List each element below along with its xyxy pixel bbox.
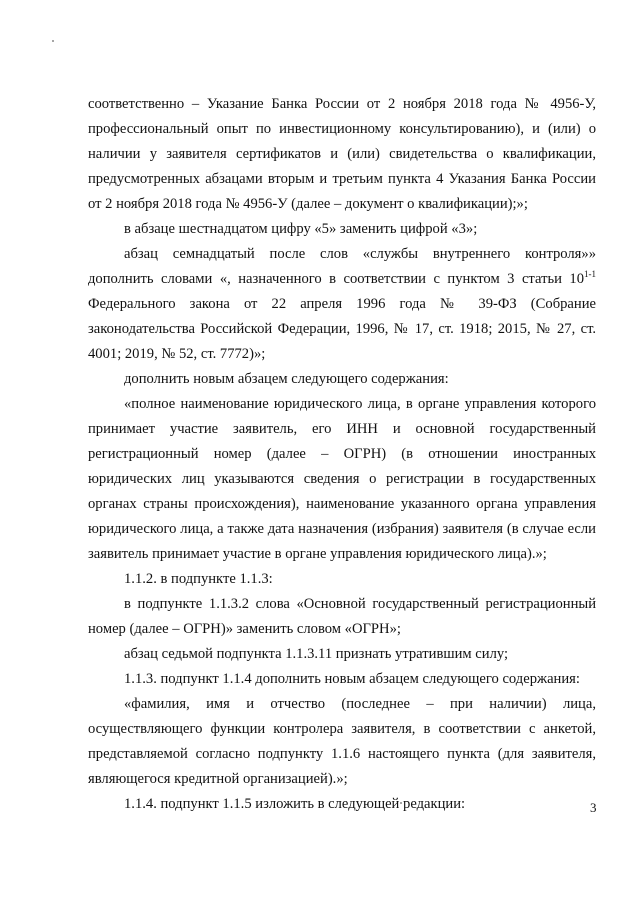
paragraph-ogrn: в подпункте 1.1.3.2 слова «Основной государственный регистрационный номер (далее – ОГРН)» заменить словом «ОГРН»; xyxy=(88,596,596,637)
paragraph-internal-control xyxy=(88,242,596,367)
paragraph-subclause-115: 1.1.4. подпункт 1.1.5 изложить в следующей редакции: xyxy=(124,796,466,812)
paragraph-internal-control-before: абзац семнадцатый после слов «службы внутреннего контроля»» дополнить словами «, назначенного в соответствии с пунктом 3 статьи 10 xyxy=(88,246,596,287)
paragraph-qualification: соответственно – Указание Банка России от 2 ноября 2018 года № 4956-У, профессиональный опыт по инвестиционному консультированию), и (или) о наличии у заявителя сертификатов и (или) свидетельства о квалификации, предусмотренных абзацами вторым и третьим пункта 4 Указания Банка России от 2 ноября 2018 года № 4956-У (далее – документ о квалификации);»; xyxy=(88,96,596,212)
paragraph-internal-control-after: Федерального закона от 22 апреля 1996 года № 39-ФЗ (Собрание законодательства Российской Федерации, 1996, № 17, ст. 1918; 2015, № 27, ст. 4001; 2019, № 52, ст. 7772)»; xyxy=(88,296,596,362)
document-body xyxy=(88,92,596,817)
scan-speck xyxy=(52,40,54,42)
paragraph-legal-entity: «полное наименование юридического лица, в органе управления которого принимает участие заявитель, его ИНН и основной государственный регистрационный номер (далее – ОГРН) (в отношении иностранных юридических лиц указываются сведения о регистрации в государственных органах страны происхождения), наименование указанного органа управления юридического лица, а также дата назначения (избрания) заявителя (в случае если заявитель принимает участие в органе управления юридического лица).»; xyxy=(88,396,596,562)
page-number: 3 xyxy=(590,800,597,815)
paragraph-subclause-114: 1.1.3. подпункт 1.1.4 дополнить новым абзацем следующего содержания: xyxy=(124,671,580,687)
paragraph-controller: «фамилия, имя и отчество (последнее – при наличии) лица, осуществляющего функции контролера заявителя, в соответствии с анкетой, представляемой согласно подпункту 1.1.6 настоящего пункта (для заявителя, являющегося кредитной организацией).»; xyxy=(88,696,596,787)
paragraph-digit-replace: в абзаце шестнадцатом цифру «5» заменить цифрой «3»; xyxy=(124,221,478,237)
paragraph-add-new: дополнить новым абзацем следующего содержания: xyxy=(124,371,449,387)
paragraph-subclause-113: 1.1.2. в подпункте 1.1.3: xyxy=(124,571,273,587)
article-superscript: 1-1 xyxy=(584,269,596,280)
paragraph-repeal: абзац седьмой подпункта 1.1.3.11 признать утратившим силу; xyxy=(124,646,509,662)
